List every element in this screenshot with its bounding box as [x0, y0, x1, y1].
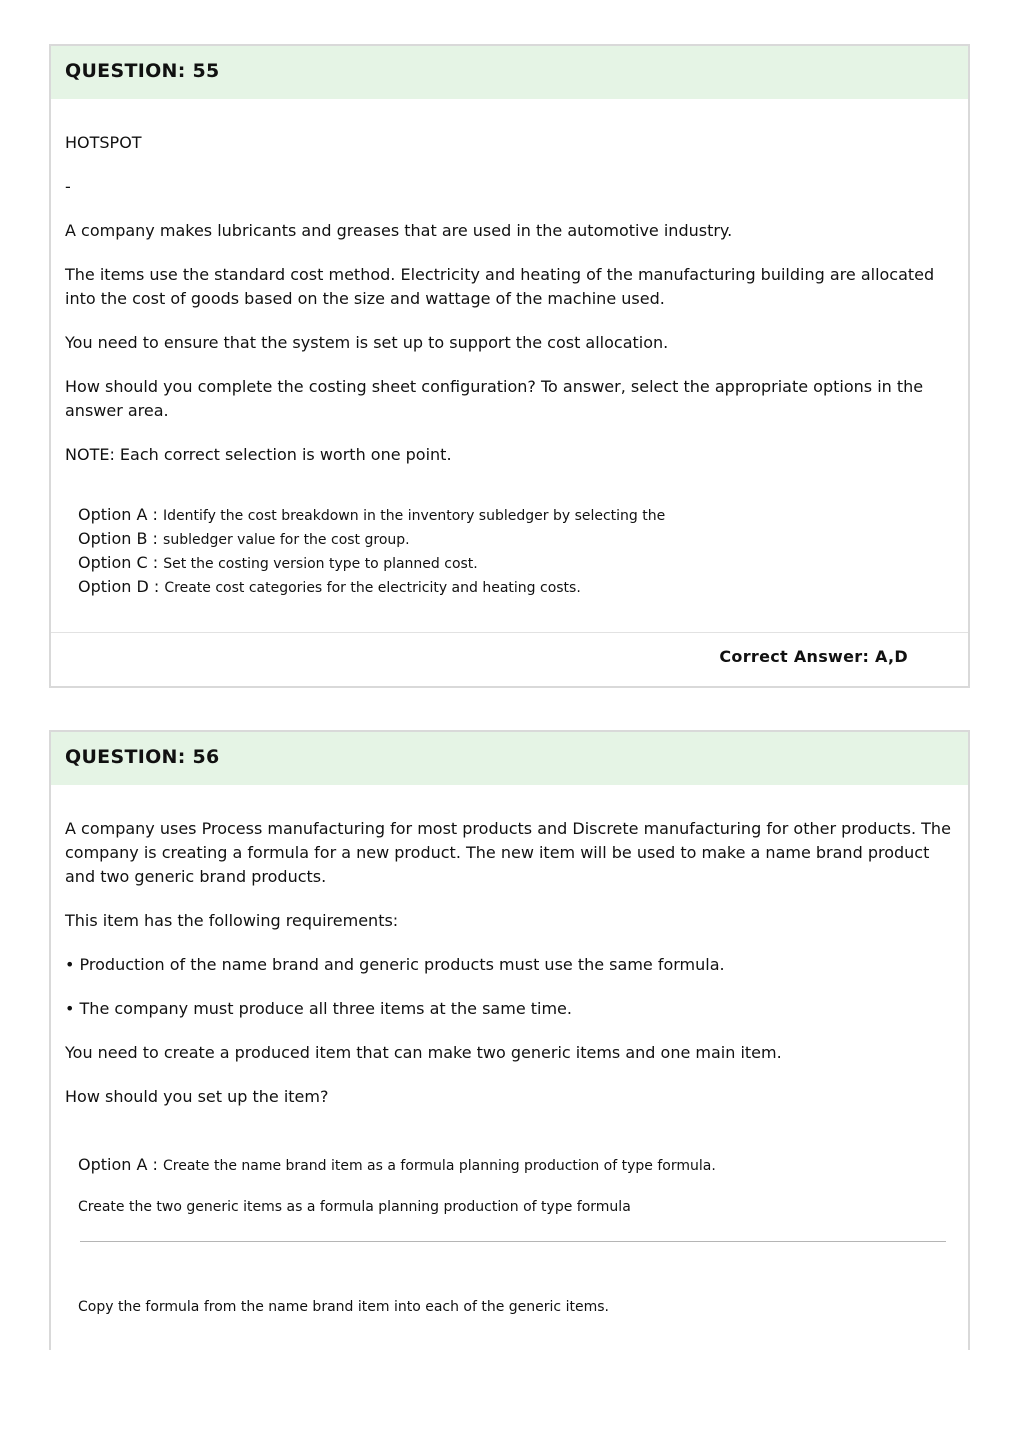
option-label: Option D : — [78, 577, 160, 596]
question-paragraph: A company uses Process manufacturing for most products and Discrete manufacturing for other products. The company is creating a formula for a new product. The new item will be used to make a name brand product and two generic brand products. — [65, 819, 951, 886]
option-a — [78, 1153, 954, 1177]
option-text: Create the name brand item as a formula planning production of type formula. — [163, 1158, 716, 1174]
question-body — [51, 785, 968, 1177]
question-heading: QUESTION: 56 — [51, 732, 968, 785]
correct-answer: Correct Answer: A,D — [719, 647, 908, 666]
question-heading: QUESTION: 55 — [51, 46, 968, 99]
option-c — [78, 551, 954, 575]
question-note: NOTE: Each correct selection is worth one point. — [65, 445, 452, 464]
requirement-bullet: • Production of the name brand and generic products must use the same formula. — [65, 955, 725, 974]
question-paragraph: How should you complete the costing sheet configuration? To answer, select the appropriate options in the answer area. — [65, 377, 924, 420]
separator-dash: - — [65, 177, 71, 196]
question-paragraph: You need to create a produced item that can make two generic items and one main item. — [65, 1043, 782, 1062]
question-card-55 — [49, 44, 970, 688]
option-text: Identify the cost breakdown in the inventory subledger by selecting the — [163, 508, 666, 524]
question-paragraph: A company makes lubricants and greases that are used in the automotive industry. — [65, 221, 733, 240]
option-a — [78, 503, 954, 527]
question-paragraph: This item has the following requirements: — [65, 911, 399, 930]
options-list — [65, 1153, 954, 1177]
option-label: Option A : — [78, 505, 158, 524]
question-card-56 — [49, 730, 970, 1350]
option-b — [78, 527, 954, 551]
answer-row — [51, 632, 968, 686]
option-label: Option C : — [78, 553, 159, 572]
divider — [80, 1241, 946, 1242]
option-label: Option B : — [78, 529, 158, 548]
option-continuation: Create the two generic items as a formula planning production of type formula — [78, 1199, 631, 1215]
question-body — [51, 99, 968, 599]
option-continuation: Copy the formula from the name brand item into each of the generic items. — [78, 1299, 609, 1315]
option-text: Set the costing version type to planned cost. — [163, 556, 478, 572]
question-paragraph: The items use the standard cost method. Electricity and heating of the manufacturing building are allocated into the cost of goods based on the size and wattage of the machine used. — [65, 265, 935, 308]
question-paragraph: You need to ensure that the system is set up to support the cost allocation. — [65, 333, 669, 352]
options-list — [65, 503, 954, 599]
option-d — [78, 575, 954, 599]
requirement-bullet: • The company must produce all three items at the same time. — [65, 999, 572, 1018]
question-paragraph: How should you set up the item? — [65, 1087, 329, 1106]
option-text: Create cost categories for the electricity and heating costs. — [164, 580, 581, 596]
question-type: HOTSPOT — [65, 133, 142, 152]
option-text: subledger value for the cost group. — [163, 532, 410, 548]
option-label: Option A : — [78, 1155, 158, 1174]
